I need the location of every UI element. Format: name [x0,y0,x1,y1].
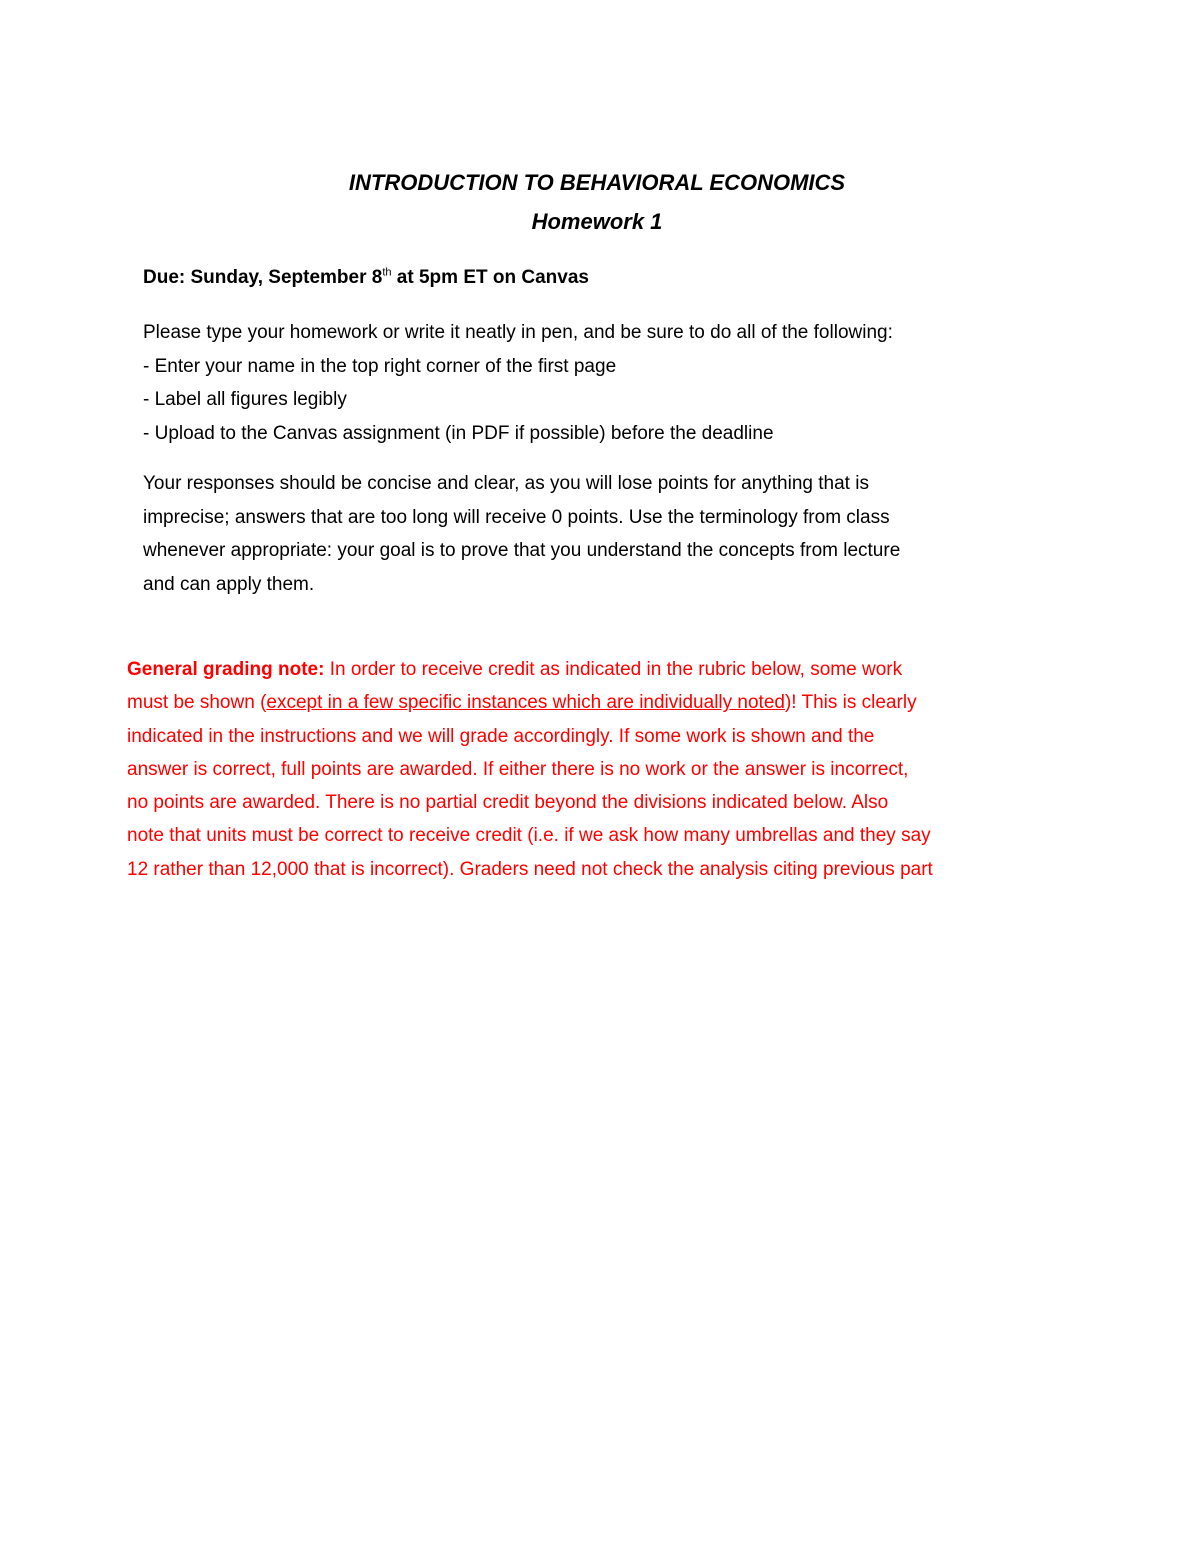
due-date-prefix: Due: Sunday, September 8 [143,267,383,288]
grading-note-exception: except in a few specific instances which are individually noted [266,692,785,714]
instructions-intro: Please type your homework or write it neatly in pen, and be sure to do all of the following: [143,322,893,343]
grading-note [127,653,1067,886]
due-date-line [143,264,589,292]
grading-note-line [127,653,1067,686]
grading-note-text: )! This is clearly [784,692,917,714]
responses-line: whenever appropriate: your goal is to prove that you understand the concepts from lecture [143,540,901,562]
instructions-block [143,316,1063,451]
document-subtitle: Homework 1 [531,209,663,234]
grading-note-line: answer is correct, full points are awarded. If either there is no work or the answer is incorrect, [127,758,909,780]
responses-paragraph [143,467,1063,602]
grading-note-line: no points are awarded. There is no partial credit beyond the divisions indicated below. Also [127,792,889,814]
responses-line: and can apply them. [143,574,315,596]
grading-note-label: General grading note: [127,659,325,680]
due-date-ordinal: th [382,266,392,279]
grading-note-text: In order to receive credit as indicated in the rubric below, some work [324,659,903,680]
grading-note-line: note that units must be correct to receive credit (i.e. if we ask how many umbrellas and they say [127,825,931,847]
instruction-item: - Enter your name in the top right corner of the first page [143,355,617,377]
responses-line: Your responses should be concise and clear, as you will lose points for anything that is [143,473,869,494]
due-date-suffix: at 5pm ET on Canvas [391,267,589,288]
grading-note-line: indicated in the instructions and we will grade accordingly. If some work is shown and the [127,725,875,747]
instruction-item: - Upload to the Canvas assignment (in PDF if possible) before the deadline [143,423,774,445]
grading-note-text: must be shown ( [127,692,267,714]
document-title: INTRODUCTION TO BEHAVIORAL ECONOMICS [348,170,846,195]
responses-line: imprecise; answers that are too long will receive 0 points. Use the terminology from class [143,506,890,528]
instruction-item: - Label all figures legibly [143,389,347,411]
grading-note-line [127,686,1067,719]
grading-note-line: 12 rather than 12,000 that is incorrect). Graders need not check the analysis citing previous part [127,858,933,880]
